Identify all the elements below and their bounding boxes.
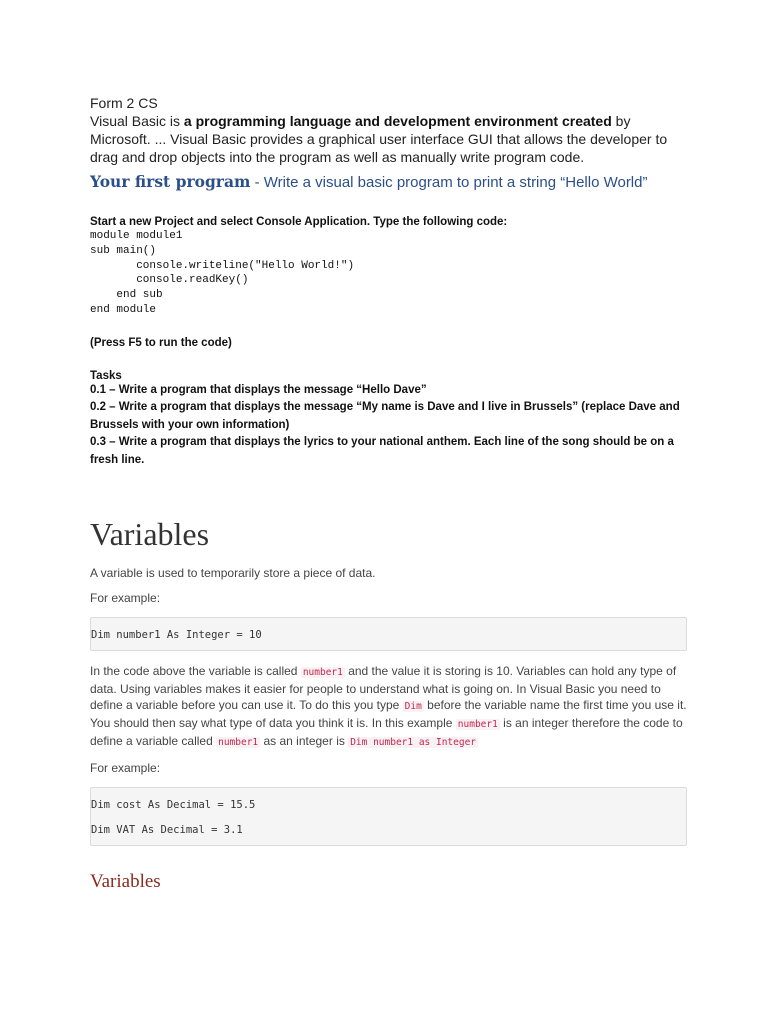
inline-code: number1: [218, 737, 259, 749]
explanation-text: In the code above the variable is called: [90, 664, 301, 679]
press-note: (Press F5 to run the code): [90, 336, 232, 349]
intro-bold: a programming language and development environment created: [183, 113, 612, 129]
code-line: Dim cost As Decimal = 15.5: [91, 799, 256, 812]
variable-definition: A variable is used to temporarily store a piece of data.: [90, 566, 376, 581]
intro-paragraph: [90, 112, 690, 166]
code-example-box: [90, 787, 687, 846]
explanation-text: as an integer is: [260, 734, 349, 749]
first-program-desc: - Write a visual basic program to print a string “Hello World”: [250, 174, 648, 191]
explanation-text: and the value it is storing is 10. Variables can hold any type of data. Using variables makes it easier for people to understand what is going on. In Visual Basic you need to define a variable before you can use it. To do this you type: [90, 664, 677, 713]
explanation-text: is an integer therefore the code to define a variable called: [90, 716, 683, 749]
tasks-title: Tasks: [90, 369, 122, 382]
code-line: console.writeline("Hello World!"): [90, 259, 355, 272]
code-line: module module1: [90, 230, 183, 242]
for-example-label: For example:: [90, 761, 161, 776]
code-example-box: [90, 617, 687, 651]
task-item: 0.1 – Write a program that displays the message “Hello Dave”: [90, 383, 427, 396]
variables-subheading: Variables: [90, 871, 161, 893]
first-program-heading: [90, 172, 690, 193]
task-item: 0.2 – Write a program that displays the message “My name is Dave and I live in Brussels” (replace Dave and Brussels with your own information): [90, 401, 680, 431]
hello-world-code: [90, 229, 690, 318]
explanation-paragraph: [90, 663, 690, 751]
inline-code: Dim number1 as Integer: [350, 737, 477, 749]
code-line: Dim VAT As Decimal = 3.1: [91, 824, 243, 837]
intro-text-1: Visual Basic is: [90, 113, 184, 129]
inline-code: number1: [302, 667, 343, 679]
instruction-text: Start a new Project and select Console Application. Type the following code:: [90, 216, 508, 228]
variables-heading: Variables: [90, 516, 210, 553]
document-page: [90, 94, 690, 893]
inline-code: number1: [457, 719, 498, 731]
first-program-title: Your first program: [90, 172, 251, 191]
form-title: Form 2 CS: [90, 95, 158, 111]
code-line: sub main(): [90, 244, 157, 257]
inline-code: Dim: [404, 701, 422, 713]
code-line: Dim number1 As Integer = 10: [91, 629, 262, 642]
code-line: console.readKey(): [90, 274, 249, 287]
task-item: 0.3 – Write a program that displays the lyrics to your national anthem. Each line of the song should be on a fresh line.: [90, 436, 674, 466]
explanation-text: before the variable name the first time you use it. You should then say what type of data you think it is. In this example: [90, 698, 687, 731]
code-line: end module: [90, 303, 157, 316]
intro-text-2: by Microsoft. ... Visual Basic provides a graphical user interface GUI that allows the developer to drag and drop objects into the program as well as manually write program code.: [90, 113, 668, 165]
code-line: end sub: [90, 289, 163, 302]
for-example-label: For example:: [90, 591, 161, 606]
